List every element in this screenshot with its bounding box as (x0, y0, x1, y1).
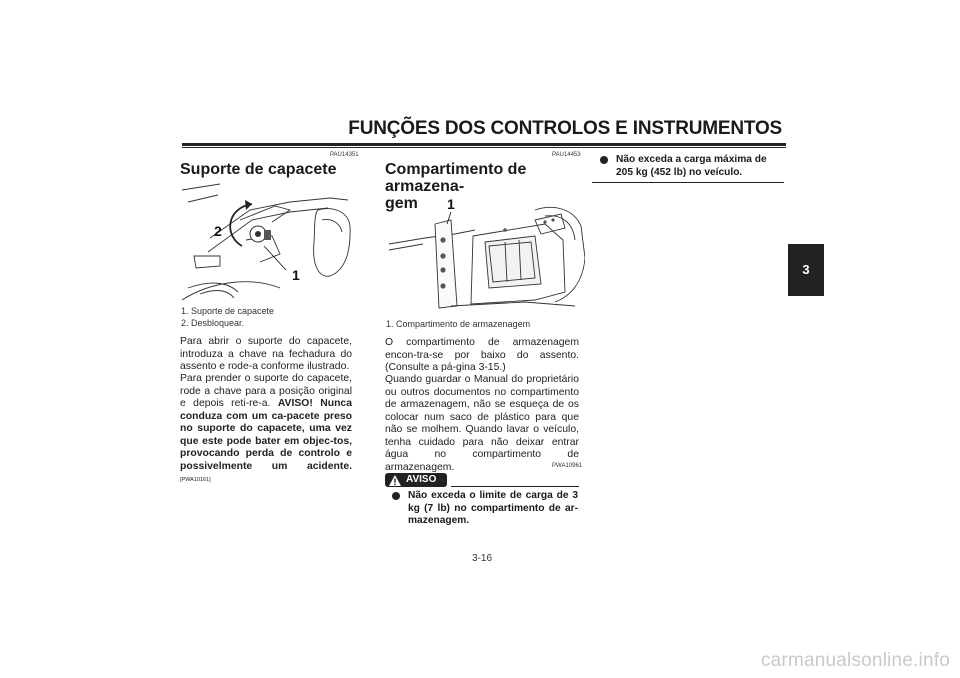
figure-label: 2 (214, 223, 222, 239)
bullet-dot-icon (392, 492, 400, 500)
section-title: Suporte de capacete (180, 161, 337, 178)
figure-label: 1 (292, 267, 300, 283)
aviso-label: AVISO (406, 474, 437, 485)
section-code: PAU14351 (330, 152, 359, 158)
aviso-rule (451, 486, 579, 487)
aviso-badge (385, 473, 447, 487)
paragraph (180, 373, 352, 487)
bullet-text: Não exceda a carga máxima de 205 kg (452 lb) no veículo. (616, 154, 767, 178)
chapter-tab[interactable]: 3 (788, 244, 824, 296)
helmet-holder-figure (180, 180, 352, 302)
section-end-rule (592, 182, 784, 183)
paragraph-text: Para prender o suporte do capacete, rode a chave para a posição original e depois reti-re-a. (180, 373, 352, 409)
paragraph: O compartimento de armazenagem encon-tra-se por baixo do assento. (Consulte a pá-gina 3-15.) (385, 337, 579, 373)
section-code: PAU14453 (552, 152, 581, 158)
header-rule-thin (182, 147, 786, 148)
header-rule (182, 143, 786, 146)
paragraph: Quando guardar o Manual do proprietário ou outros documentos no compartimento de armazenagem, não se esqueça de os colocar num saco de plástico para que não se molhem. Quando lavar o veículo, tenha cuidado para não deixar entrar água no compartimento de armazenagem. (385, 374, 579, 473)
page-title: FUNÇÕES DOS CONTROLOS E INSTRUMENTOS (348, 118, 782, 139)
page-number: 3-16 (471, 553, 492, 564)
figure-caption: 2. Desbloquear. (181, 318, 245, 328)
figure-caption: 1. Compartimento de armazenagem (386, 319, 531, 329)
bullet-dot-icon (600, 156, 608, 164)
warning-triangle-icon (388, 474, 402, 487)
aviso-code: PWA10961 (552, 463, 583, 469)
section-title-line: gem (385, 195, 418, 212)
storage-compartment-figure (385, 196, 585, 314)
figure-label: 1 (447, 196, 455, 212)
warning-text: AVISO! Nunca conduza com um ca-pacete preso no suporte do capacete, uma vez que este pode bater em objec-tos, provocando perda de controlo e possivelmente um acidente. (180, 398, 352, 472)
warning-ref: [PWA10161] (180, 477, 211, 483)
section-title-line: Compartimento de armazena- (385, 161, 527, 195)
paragraph: Para abrir o suporte do capacete, introduza a chave na fechadura do assento e rode-a conforme ilustrado. (180, 336, 352, 372)
bullet-item (600, 154, 786, 179)
figure-caption: 1. Suporte de capacete (181, 306, 275, 316)
watermark: carmanualsonline.info (760, 650, 950, 671)
bullet-text: Não exceda o limite de carga de 3 kg (7 lb) no compartimento de ar-mazenagem. (408, 490, 578, 526)
bullet-item (392, 490, 578, 528)
